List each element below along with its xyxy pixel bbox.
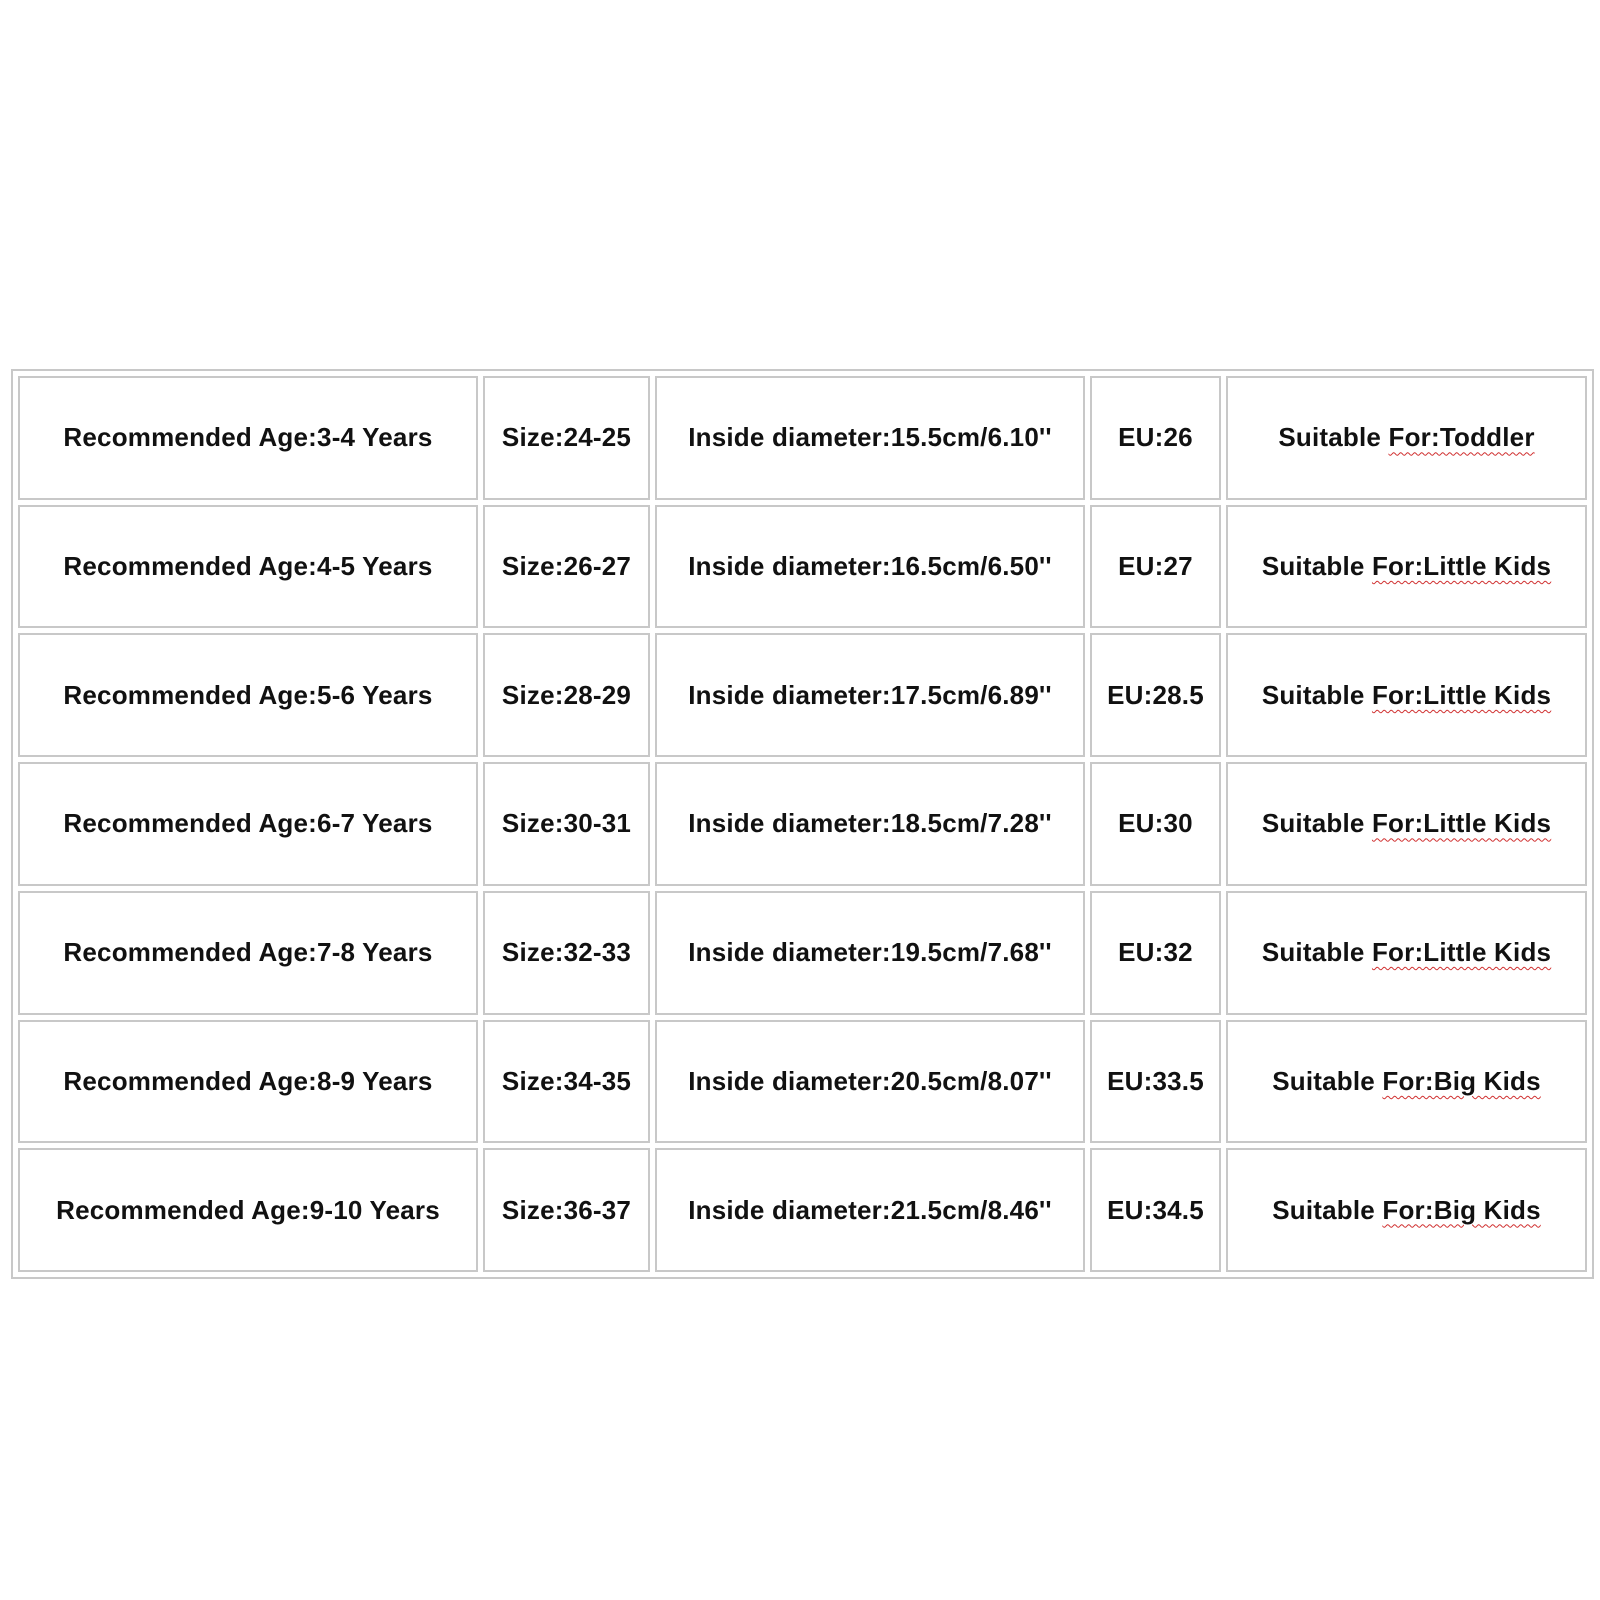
suitable-value: For:Big Kids (1382, 1065, 1541, 1096)
age-cell: Recommended Age:7-8 Years (18, 891, 478, 1015)
age-cell: Recommended Age:9-10 Years (18, 1148, 478, 1272)
suitable-prefix: Suitable (1261, 937, 1372, 968)
eu-size-cell: EU:34.5 (1090, 1148, 1221, 1272)
suitable-for-cell (1226, 505, 1587, 629)
suitable-prefix: Suitable (1261, 551, 1372, 582)
size-cell: Size:26-27 (483, 505, 650, 629)
size-chart-grid (13, 371, 1592, 1277)
suitable-value: For:Little Kids (1371, 808, 1552, 839)
suitable-value: For:Big Kids (1382, 1194, 1541, 1225)
eu-size-cell: EU:32 (1090, 891, 1221, 1015)
size-cell: Size:28-29 (483, 633, 650, 757)
suitable-prefix: Suitable (1261, 679, 1372, 710)
size-cell: Size:30-31 (483, 762, 650, 886)
suitable-for-cell (1226, 1148, 1587, 1272)
suitable-value: For:Little Kids (1371, 679, 1552, 710)
diameter-cell: Inside diameter:19.5cm/7.68'' (655, 891, 1085, 1015)
eu-size-cell: EU:27 (1090, 505, 1221, 629)
suitable-value: For:Little Kids (1371, 551, 1552, 582)
table-row (18, 505, 1587, 629)
suitable-for-cell (1226, 762, 1587, 886)
suitable-value: For:Toddler (1388, 422, 1535, 453)
diameter-cell: Inside diameter:21.5cm/8.46'' (655, 1148, 1085, 1272)
suitable-for-cell (1226, 376, 1587, 500)
suitable-prefix: Suitable (1261, 808, 1372, 839)
eu-size-cell: EU:26 (1090, 376, 1221, 500)
diameter-cell: Inside diameter:16.5cm/6.50'' (655, 505, 1085, 629)
age-cell: Recommended Age:6-7 Years (18, 762, 478, 886)
suitable-for-cell (1226, 1020, 1587, 1144)
eu-size-cell: EU:30 (1090, 762, 1221, 886)
table-row (18, 633, 1587, 757)
suitable-prefix: Suitable (1278, 422, 1389, 453)
suitable-for-cell (1226, 633, 1587, 757)
size-cell: Size:24-25 (483, 376, 650, 500)
table-row (18, 1148, 1587, 1272)
table-row (18, 376, 1587, 500)
age-cell: Recommended Age:3-4 Years (18, 376, 478, 500)
diameter-cell: Inside diameter:20.5cm/8.07'' (655, 1020, 1085, 1144)
table-row (18, 1020, 1587, 1144)
eu-size-cell: EU:33.5 (1090, 1020, 1221, 1144)
table-row (18, 762, 1587, 886)
suitable-value: For:Little Kids (1371, 937, 1552, 968)
size-chart-table (11, 369, 1594, 1279)
diameter-cell: Inside diameter:17.5cm/6.89'' (655, 633, 1085, 757)
size-cell: Size:34-35 (483, 1020, 650, 1144)
age-cell: Recommended Age:5-6 Years (18, 633, 478, 757)
suitable-prefix: Suitable (1272, 1065, 1383, 1096)
age-cell: Recommended Age:4-5 Years (18, 505, 478, 629)
diameter-cell: Inside diameter:18.5cm/7.28'' (655, 762, 1085, 886)
size-cell: Size:32-33 (483, 891, 650, 1015)
table-row (18, 891, 1587, 1015)
age-cell: Recommended Age:8-9 Years (18, 1020, 478, 1144)
diameter-cell: Inside diameter:15.5cm/6.10'' (655, 376, 1085, 500)
eu-size-cell: EU:28.5 (1090, 633, 1221, 757)
suitable-for-cell (1226, 891, 1587, 1015)
suitable-prefix: Suitable (1272, 1194, 1383, 1225)
size-cell: Size:36-37 (483, 1148, 650, 1272)
